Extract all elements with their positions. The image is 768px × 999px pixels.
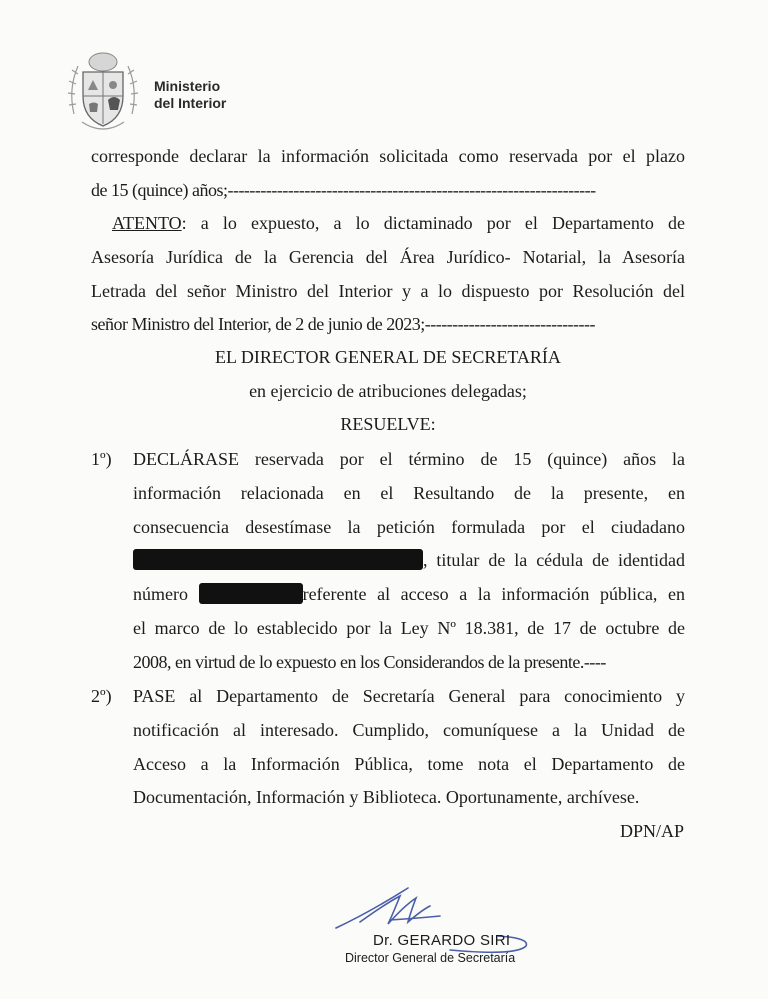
text-line: ATENTO: a lo expuesto, a lo dictaminado por el Departamento de [112,213,685,233]
coat-of-arms-icon [64,44,142,136]
resuelve-heading: RESUELVE: [340,414,436,434]
letterhead [64,44,324,138]
text-line: Documentación, Información y Biblioteca. Oportunamente, archívese. [133,787,640,807]
redacted-id-number [199,583,303,604]
director-subheading: en ejercicio de atribuciones delegadas; [249,381,527,401]
signatory-title: Director General de Secretaría [345,951,516,965]
text-line: , titular de la cédula de identidad [133,549,685,571]
director-heading: EL DIRECTOR GENERAL DE SECRETARÍA [215,347,561,367]
item-number: 2º) [91,686,112,706]
ministry-name-line2: del Interior [154,95,227,111]
text-line: Acceso a la Información Pública, tome nota el Departamento de [133,754,685,774]
text-line: PASE al Departamento de Secretaría General para conocimiento y [133,686,685,706]
text-line: DECLÁRASE reservada por el término de 15 (quince) años la [133,449,685,469]
text-line: notificación al interesado. Cumplido, comuníquese a la Unidad de [133,720,685,740]
signatory-name: Dr. GERARDO SIRI [373,932,511,949]
redacted-name [133,549,423,570]
text-line: Asesoría Jurídica de la Gerencia del Área Jurídico- Notarial, la Asesoría [91,247,685,267]
text-line: consecuencia desestímase la petición formulada por el ciudadano [133,517,685,537]
text-line: información relacionada en el Resultando de la presente, en [133,483,685,503]
text-line: el marco de lo establecido por la Ley Nº 18.381, de 17 de octubre de [133,618,685,638]
text-line: señor Ministro del Interior, de 2 de junio de 2023;------------------------------- [91,314,596,334]
text-line: de 15 (quince) años;------------------------------------------------------------------- [91,180,596,200]
text-line: 2008, en virtud de lo expuesto en los Considerandos de la presente.---- [133,652,606,672]
text-line: corresponde declarar la información solicitada como reservada por el plazo [91,146,685,166]
atento-label: ATENTO [112,213,182,233]
text-line: número referente al acceso a la información pública, en [133,584,686,604]
item-number: 1º) [91,449,112,469]
ministry-name-line1: Ministerio [154,78,221,94]
text-line: Letrada del señor Ministro del Interior y a lo dispuesto por Resolución del [91,281,685,301]
document-initials: DPN/AP [619,821,684,841]
